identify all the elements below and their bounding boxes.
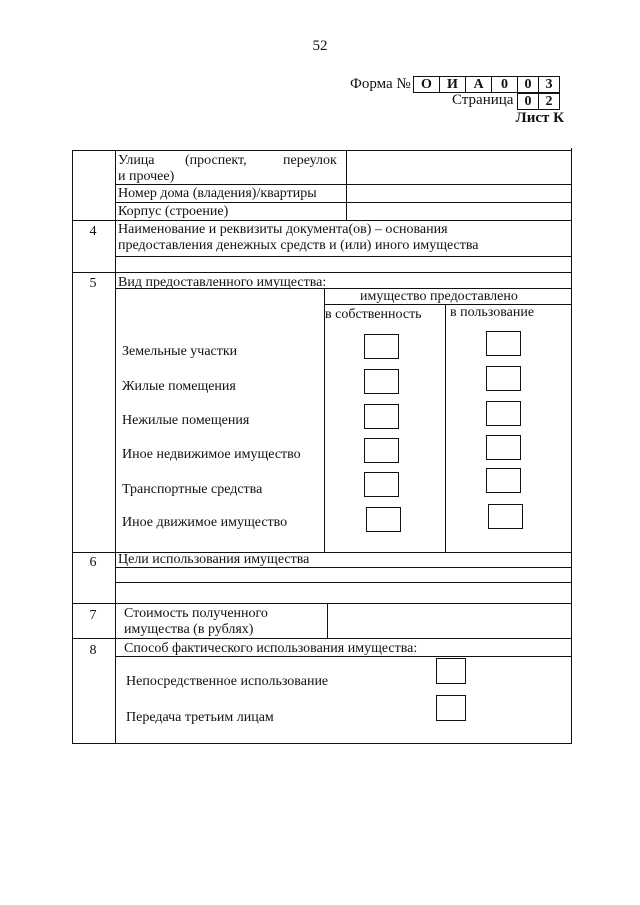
street-label-line2: и прочее) (118, 169, 175, 184)
table-border-right (571, 148, 572, 744)
section-number: 7 (89, 608, 97, 623)
section6-value-field[interactable] (116, 568, 571, 582)
sheet-label: Лист К (515, 110, 564, 126)
ownership-checkbox[interactable] (366, 507, 401, 532)
house-label: Номер дома (владения)/квартиры (118, 186, 317, 201)
provided-header: имущество предоставлено (360, 289, 518, 304)
street-label-word: (проспект, (185, 153, 247, 168)
ownership-checkbox[interactable] (364, 369, 399, 394)
property-type-label: Земельные участки (122, 344, 238, 359)
ownership-checkbox[interactable] (364, 404, 399, 429)
property-type-label: Транспортные средства (122, 482, 263, 497)
page-number: 52 (312, 38, 328, 54)
ownership-checkbox[interactable] (364, 438, 399, 463)
section-number: 6 (89, 555, 97, 570)
street-value-field[interactable] (347, 151, 571, 184)
use-checkbox[interactable] (486, 401, 521, 426)
ownership-checkbox[interactable] (364, 472, 399, 497)
use-checkbox[interactable] (486, 366, 521, 391)
street-label-word: Улица (118, 153, 155, 168)
column-divider (324, 288, 325, 552)
form-label: Форма № (350, 76, 411, 92)
page-label: Страница (452, 92, 514, 108)
building-value-field[interactable] (347, 203, 571, 220)
use-checkbox[interactable] (486, 435, 521, 460)
usage-option-label: Передача третьим лицам (126, 710, 274, 725)
form-code-char: 3 (538, 76, 560, 93)
row-divider (115, 582, 572, 583)
section-number: 4 (89, 224, 97, 239)
column-divider (445, 304, 446, 552)
use-checkbox[interactable] (486, 331, 521, 356)
section6-title: Цели использования имущества (118, 552, 310, 567)
col-ownership-header: в собственность (325, 307, 422, 322)
property-type-label: Нежилые помещения (122, 413, 250, 428)
form-code-char: А (465, 76, 492, 93)
col-use-header: в пользование (450, 305, 535, 320)
section4-value-field[interactable] (116, 257, 571, 272)
section4-title-line1: Наименование и реквизиты документа(ов) – основания (118, 222, 448, 237)
section4-title-line2: предоставления денежных средств и (или) иного имущества (118, 238, 479, 253)
section8-title: Способ фактического использования имущества: (124, 641, 418, 656)
row-divider (72, 272, 572, 273)
section5-title: Вид предоставленного имущества: (118, 275, 327, 290)
form-code-char: И (439, 76, 466, 93)
building-label: Корпус (строение) (118, 204, 229, 219)
row-divider (72, 220, 572, 221)
street-label-word: переулок (283, 153, 337, 168)
use-checkbox[interactable] (486, 468, 521, 493)
form-code-char: О (413, 76, 440, 93)
page-code-char: 0 (517, 93, 539, 110)
section-number: 8 (89, 643, 97, 658)
form-code-char: 0 (517, 76, 539, 93)
property-type-label: Жилые помещения (122, 379, 236, 394)
usage-checkbox[interactable] (436, 658, 466, 684)
page-code-char: 2 (538, 93, 560, 110)
section7-title-line1: Стоимость полученного (124, 606, 268, 621)
ownership-checkbox[interactable] (364, 334, 399, 359)
house-value-field[interactable] (347, 185, 571, 202)
table-column-divider (115, 150, 116, 744)
form-code-char: 0 (491, 76, 518, 93)
section7-title-line2: имущества (в рублях) (124, 622, 254, 637)
use-checkbox[interactable] (488, 504, 523, 529)
row-divider (72, 638, 572, 639)
table-border-bottom (72, 743, 572, 744)
usage-checkbox[interactable] (436, 695, 466, 721)
usage-option-label: Непосредственное использование (126, 674, 329, 689)
section-number: 5 (89, 276, 97, 291)
section7-value-field[interactable] (328, 604, 571, 638)
property-type-label: Иное недвижимое имущество (122, 447, 301, 462)
property-type-label: Иное движимое имущество (122, 515, 288, 530)
